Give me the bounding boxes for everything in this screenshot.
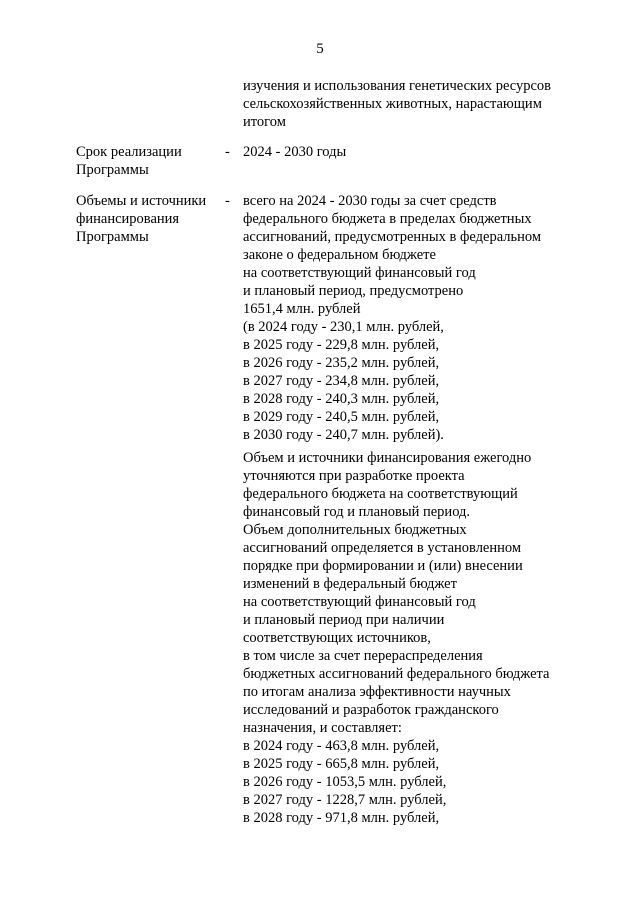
value-line: в 2027 году - 1228,7 млн. рублей, xyxy=(243,792,447,808)
value-line: соответствующих источников, xyxy=(243,630,431,646)
continuation-text xyxy=(243,77,583,131)
financing-paragraph-1 xyxy=(243,192,583,444)
row-value-period xyxy=(243,143,583,161)
financing-paragraph-2 xyxy=(243,449,583,827)
value-line: 1651,4 млн. рублей xyxy=(243,301,361,317)
value-line: в том числе за счет перераспределения xyxy=(243,648,483,664)
row-dash: - xyxy=(225,144,230,160)
value-line: и плановый период при наличии xyxy=(243,612,445,628)
value-line: на соответствующий финансовый год xyxy=(243,265,476,281)
value-line: в 2028 году - 240,3 млн. рублей, xyxy=(243,391,440,407)
value-line: ассигнований, предусмотренных в федеральном xyxy=(243,229,542,245)
page-number: 5 xyxy=(316,41,324,57)
value-line: ассигнований определяется в установленном xyxy=(243,540,522,556)
value-line: в 2025 году - 665,8 млн. рублей, xyxy=(243,756,440,772)
value-line: Объем дополнительных бюджетных xyxy=(243,522,467,538)
label-line: финансирования xyxy=(76,211,180,227)
row-dash: - xyxy=(225,193,230,209)
value-line: в 2025 году - 229,8 млн. рублей, xyxy=(243,337,440,353)
value-line: изменений в федеральный бюджет xyxy=(243,576,457,592)
label-line: Срок реализации xyxy=(76,144,182,160)
label-line: Программы xyxy=(76,162,149,178)
value-line: по итогам анализа эффективности научных xyxy=(243,684,511,700)
value-line: в 2024 году - 463,8 млн. рублей, xyxy=(243,738,440,754)
value-line: в 2028 году - 971,8 млн. рублей, xyxy=(243,810,440,826)
value-line: в 2030 году - 240,7 млн. рублей). xyxy=(243,427,444,443)
label-line: Объемы и источники xyxy=(76,193,207,209)
value-line: всего на 2024 - 2030 годы за счет средств xyxy=(243,193,497,209)
row-label-financing xyxy=(76,192,216,246)
value-line: (в 2024 году - 230,1 млн. рублей, xyxy=(243,319,444,335)
text-line: изучения и использования генетических ресурсов xyxy=(243,78,552,94)
value-line: назначения, и составляет: xyxy=(243,720,402,736)
row-label-period xyxy=(76,143,216,179)
value-line: порядке при формировании и (или) внесении xyxy=(243,558,523,574)
value-line: уточняются при разработке проекта xyxy=(243,468,465,484)
value-line: 2024 - 2030 годы xyxy=(243,144,347,160)
value-line: исследований и разработок гражданского xyxy=(243,702,499,718)
value-line: в 2029 году - 240,5 млн. рублей, xyxy=(243,409,440,425)
value-line: законе о федеральном бюджете xyxy=(243,247,436,263)
value-line: федерального бюджета в пределах бюджетных xyxy=(243,211,532,227)
value-line: в 2027 году - 234,8 млн. рублей, xyxy=(243,373,440,389)
value-line: федерального бюджета на соответствующий xyxy=(243,486,518,502)
label-line: Программы xyxy=(76,229,149,245)
text-line: сельскохозяйственных животных, нарастающим xyxy=(243,96,542,112)
value-line: в 2026 году - 235,2 млн. рублей, xyxy=(243,355,440,371)
value-line: бюджетных ассигнований федерального бюджета xyxy=(243,666,550,682)
value-line: на соответствующий финансовый год xyxy=(243,594,476,610)
value-line: финансовый год и плановый период. xyxy=(243,504,471,520)
value-line: и плановый период, предусмотрено xyxy=(243,283,464,299)
text-line: итогом xyxy=(243,114,286,130)
value-line: Объем и источники финансирования ежегодно xyxy=(243,450,532,466)
value-line: в 2026 году - 1053,5 млн. рублей, xyxy=(243,774,447,790)
